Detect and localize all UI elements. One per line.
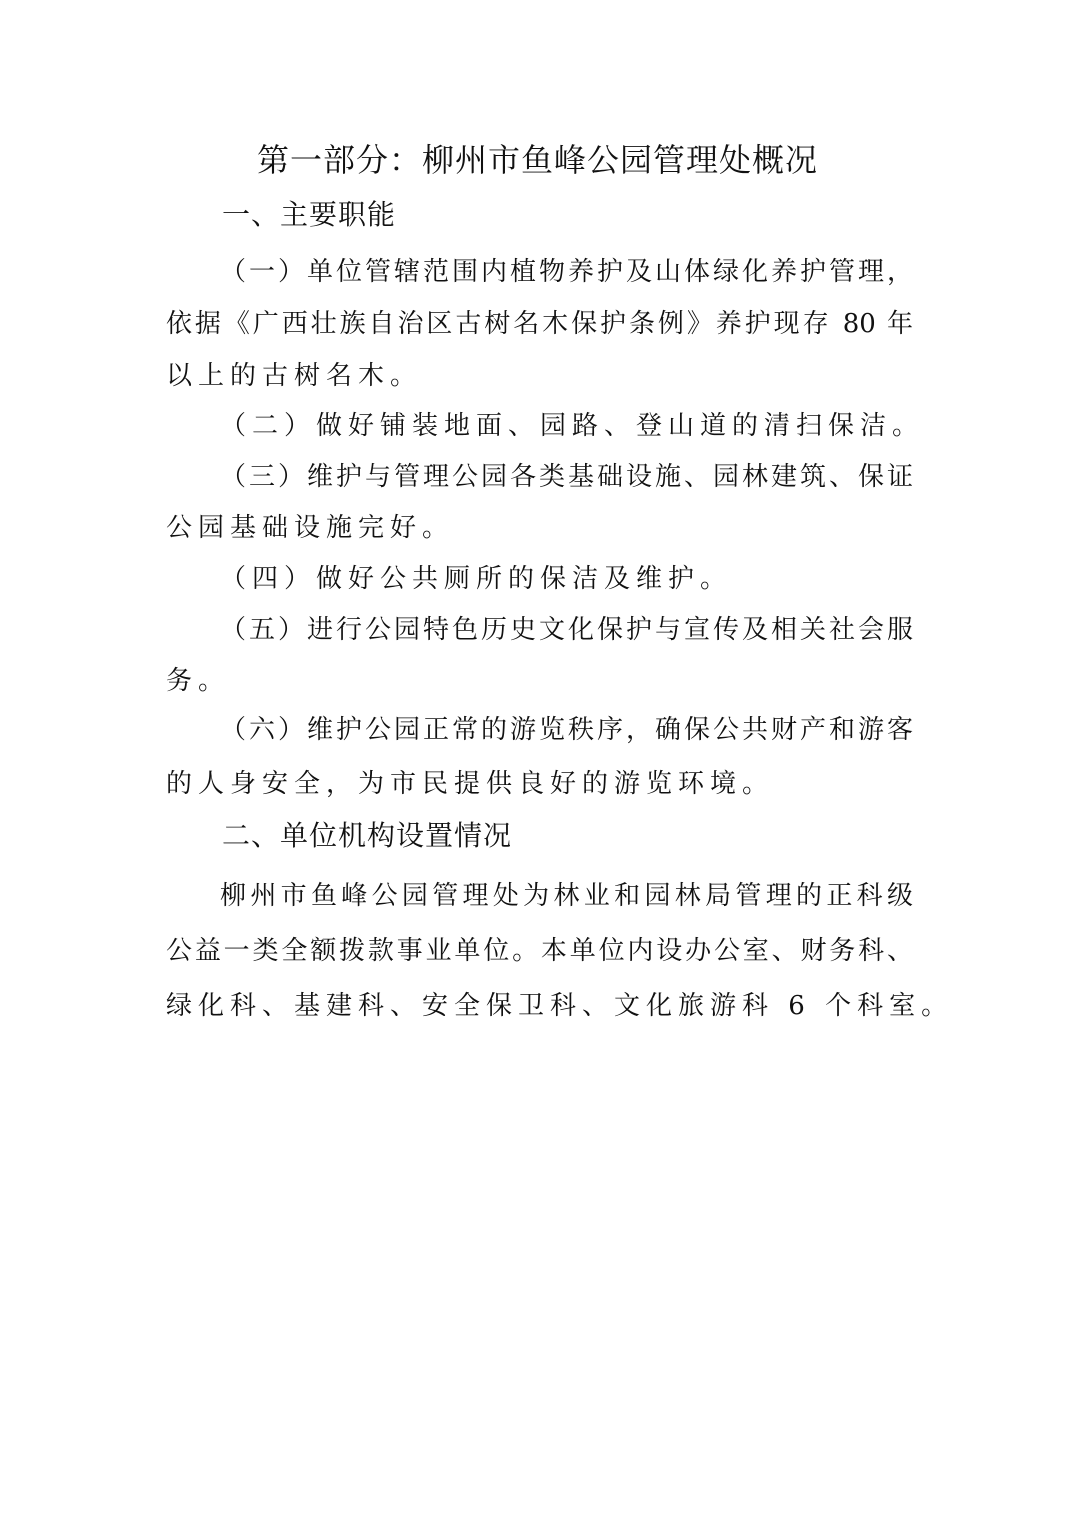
function-6-line-1: （六）维护公园正常的游览秩序，确保公共财产和游客 — [220, 715, 913, 745]
function-5-line-2: 务。 — [166, 666, 231, 696]
function-3-line-1: （三）维护与管理公园各类基础设施、园林建筑、保证 — [220, 462, 913, 492]
section-heading-organization: 二、单位机构设置情况 — [222, 819, 513, 852]
organization-line-2: 公益一类全额拨款事业单位。本单位内设办公室、财务科、 — [166, 936, 913, 966]
function-2-line-1: （二）做好铺装地面、园路、登山道的清扫保洁。 — [220, 411, 925, 441]
section-heading-main-functions: 一、主要职能 — [222, 198, 397, 231]
organization-line-3: 绿化科、基建科、安全保卫科、文化旅游科 6 个科室。 — [166, 991, 954, 1021]
function-1-line-3: 以上的古树名木。 — [166, 361, 423, 391]
function-1-line-1: （一）单位管辖范围内植物养护及山体绿化养护管理， — [220, 257, 913, 287]
function-3-line-2: 公园基础设施完好。 — [166, 513, 455, 543]
page-title: 第一部分：柳州市鱼峰公园管理处概况 — [256, 141, 818, 179]
function-1-line-2: 依据《广西壮族自治区古树名木保护条例》养护现存 80 年 — [166, 309, 913, 339]
function-4-line-1: （四）做好公共厕所的保洁及维护。 — [220, 564, 733, 594]
organization-line-1: 柳州市鱼峰公园管理处为林业和园林局管理的正科级 — [220, 881, 913, 911]
function-5-line-1: （五）进行公园特色历史文化保护与宣传及相关社会服 — [220, 615, 913, 645]
function-6-line-2: 的人身安全，为市民提供良好的游览环境。 — [166, 769, 775, 799]
